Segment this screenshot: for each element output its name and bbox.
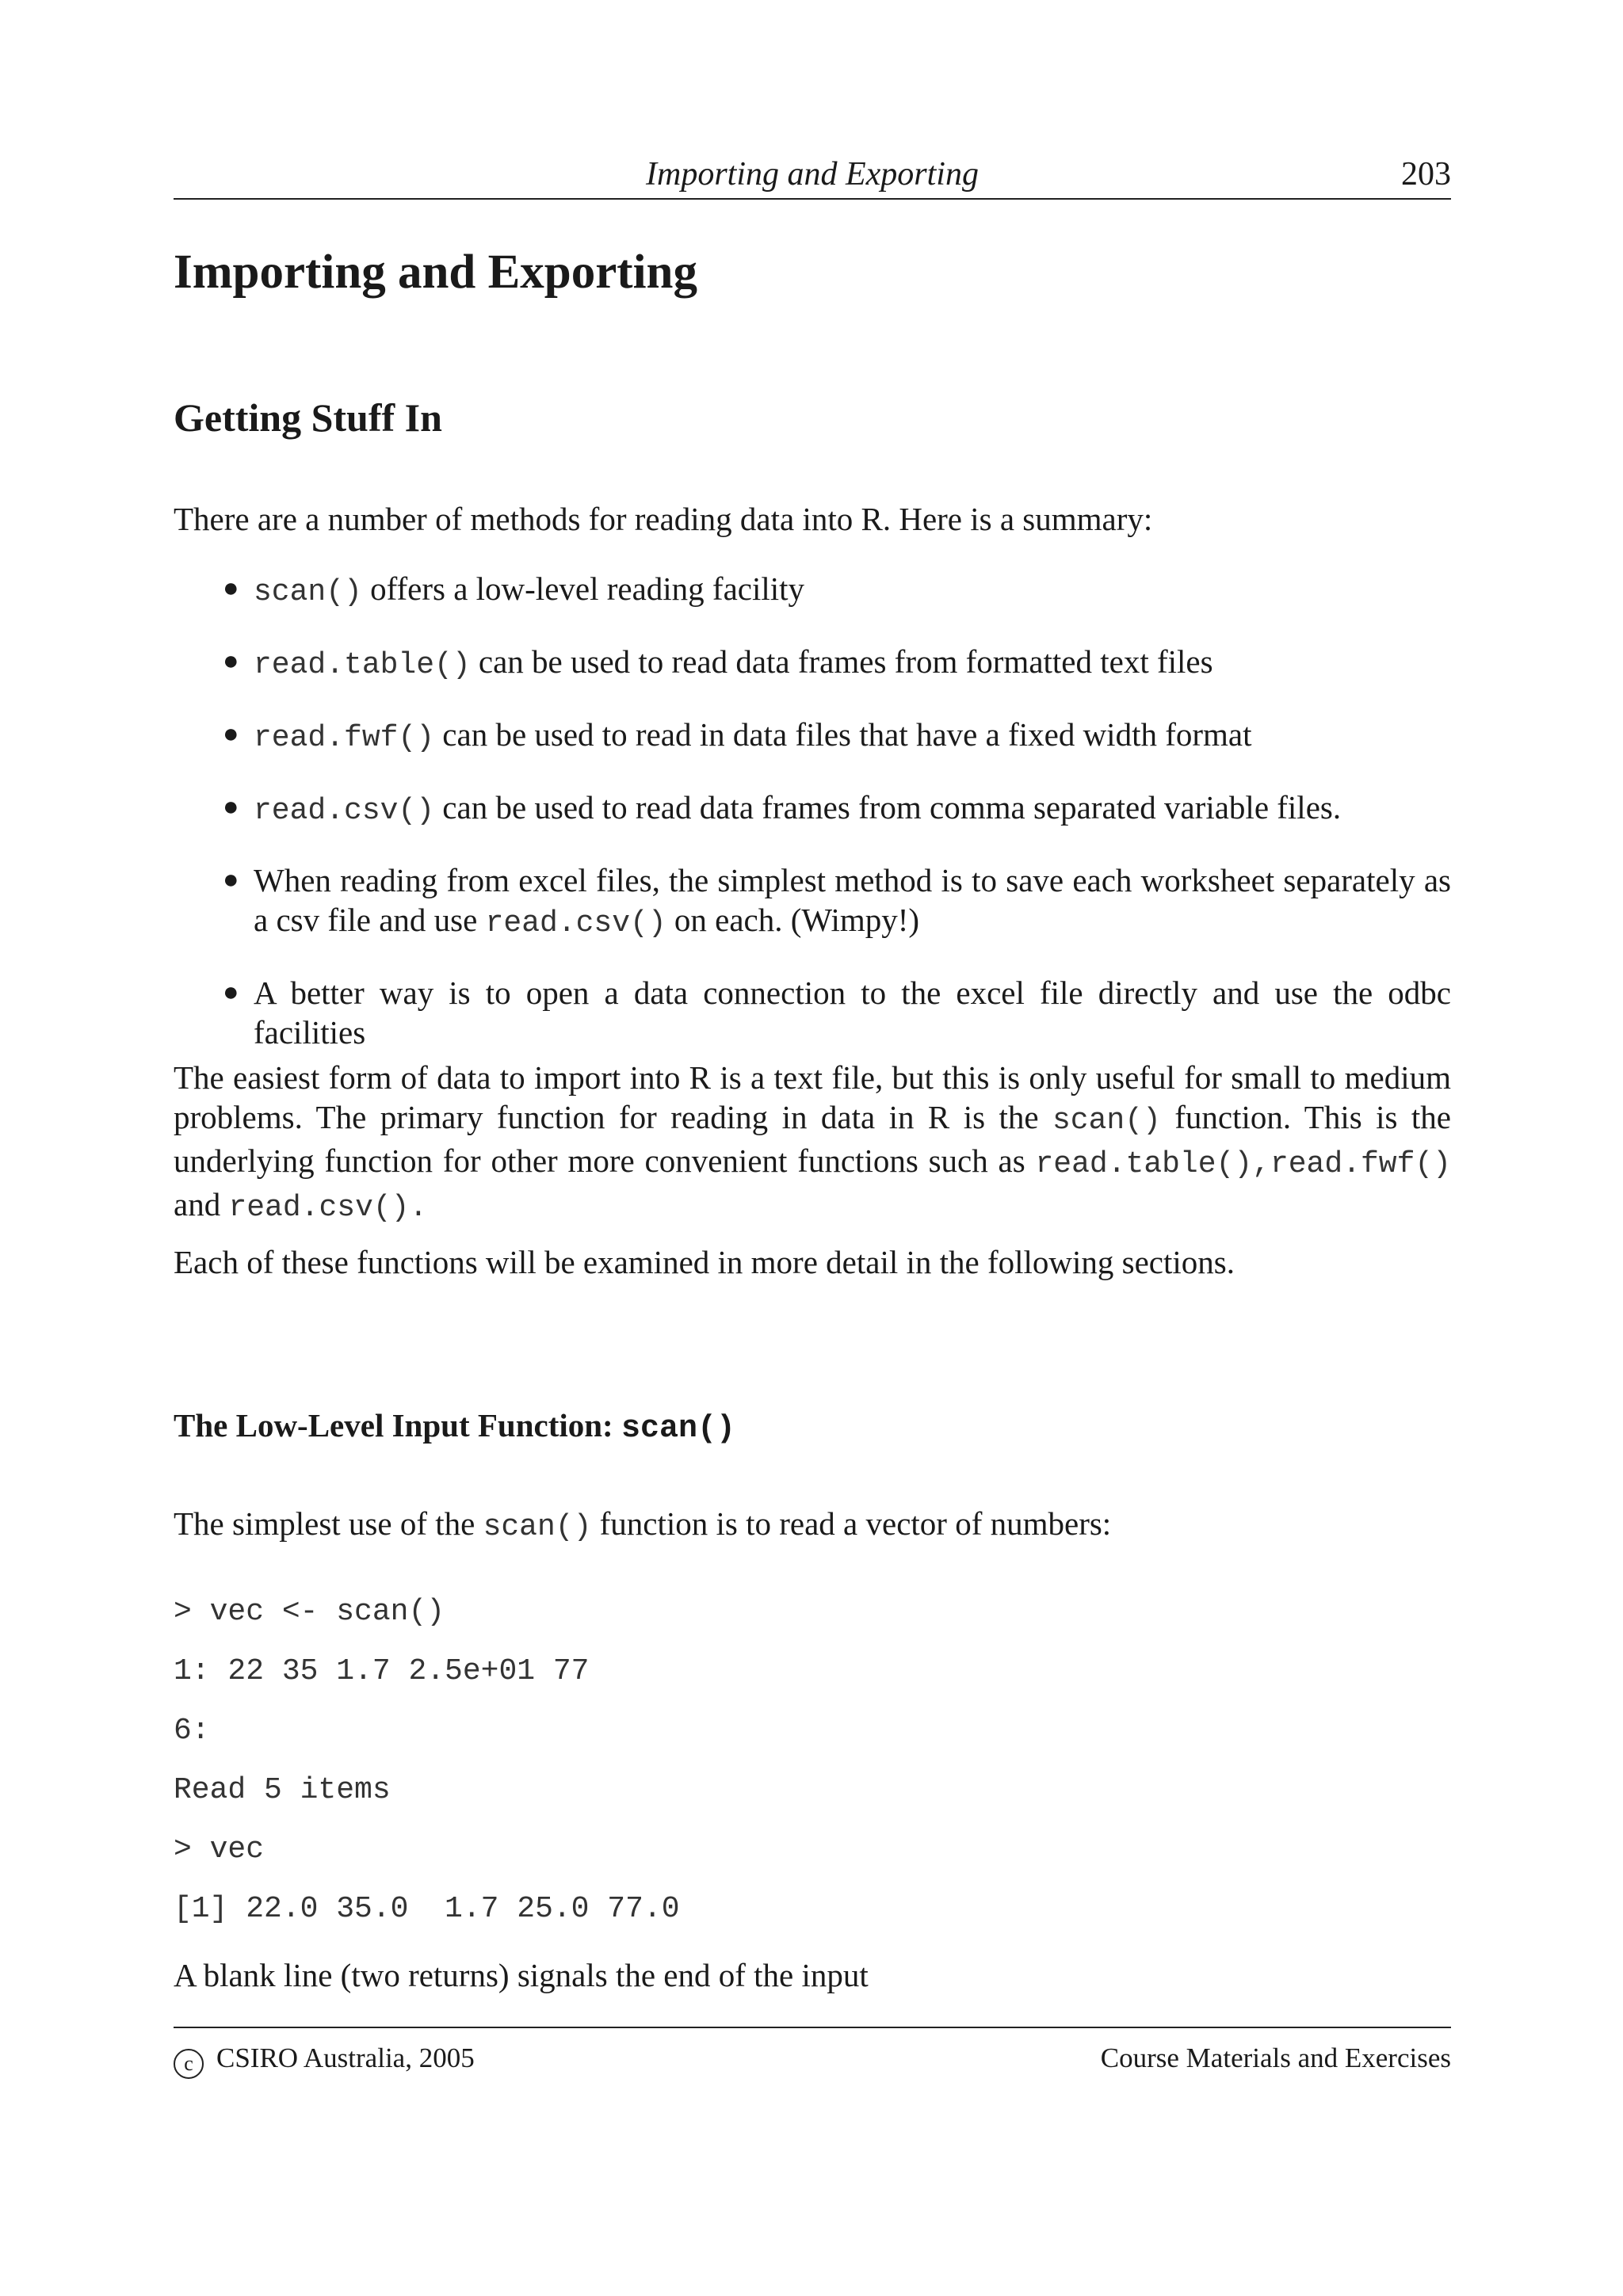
inline-code: scan() — [483, 1510, 592, 1544]
course-title: Course Materials and Exercises — [1100, 2042, 1451, 2073]
description-paragraph — [174, 1058, 1451, 1228]
list-item — [174, 715, 1451, 758]
list-item-text: on each. (Wimpy!) — [666, 902, 920, 938]
bullet-icon: ● — [223, 646, 239, 676]
copyright-text: CSIRO Australia, 2005 — [216, 2042, 475, 2073]
paragraph-text: and — [174, 1186, 229, 1222]
followup-paragraph: Each of these functions will be examined in more detail in the following sections. — [174, 1244, 1235, 1280]
list-item-text: can be used to read in data files that have a fixed width format — [434, 716, 1252, 753]
chapter-title: Importing and Exporting — [174, 246, 697, 299]
code-line: Read 5 items — [174, 1773, 391, 1807]
code-line: [1] 22.0 35.0 1.7 25.0 77.0 — [174, 1892, 680, 1926]
closing-paragraph: A blank line (two returns) signals the end of the input — [174, 1957, 869, 1993]
running-header — [174, 149, 1451, 200]
list-item-text: can be used to read data frames from formatted text files — [470, 643, 1213, 680]
list-item-text: A better way is to open a data connection to the excel file directly and use the odbc facilities — [254, 974, 1451, 1051]
code-line: > vec — [174, 1833, 265, 1867]
bullet-icon: ● — [223, 574, 239, 603]
paragraph-text: The simplest use of the — [174, 1505, 483, 1542]
bullet-icon: ● — [223, 978, 239, 1007]
paragraph-text: function. This is the underlying function for other more convenient functions such as — [174, 1099, 1451, 1179]
subsection-title — [174, 1406, 735, 1448]
copyright-icon: c — [174, 2049, 204, 2079]
copyright — [174, 2042, 475, 2079]
list-item-text: can be used to read data frames from comma separated variable files. — [434, 789, 1342, 826]
intro-paragraph: There are a number of methods for reading data into R. Here is a summary: — [174, 501, 1153, 537]
bullet-icon: ● — [223, 865, 239, 894]
page-number: 203 — [1401, 156, 1451, 193]
subsection-title-code: scan() — [621, 1411, 735, 1447]
inline-code: read.table(),read.fwf() — [1035, 1147, 1451, 1181]
code-line: 6: — [174, 1714, 210, 1748]
inline-code: read.fwf() — [254, 721, 435, 755]
code-line: 1: 22 35 1.7 2.5e+01 77 — [174, 1654, 590, 1688]
list-item — [174, 569, 1451, 612]
running-title: Importing and Exporting — [646, 156, 979, 193]
inline-code: read.csv() — [254, 794, 435, 828]
code-line: > vec <- scan() — [174, 1595, 445, 1629]
list-item — [174, 860, 1451, 944]
subsection-title-text: The Low-Level Input Function: — [174, 1407, 621, 1444]
list-item — [174, 788, 1451, 831]
list-item — [174, 642, 1451, 685]
paragraph-text: function is to read a vector of numbers: — [591, 1505, 1112, 1542]
bullet-icon: ● — [223, 792, 239, 822]
list-item-text: When reading from excel files, the simplest method is to save each worksheet separately as a csv file and use — [254, 862, 1451, 938]
inline-code: read.csv() — [485, 906, 666, 940]
scan-intro-paragraph — [174, 1504, 1451, 1547]
inline-code: scan() — [254, 575, 362, 609]
method-list — [174, 569, 1451, 1081]
list-item-text: offers a low-level reading facility — [361, 570, 805, 607]
inline-code: scan() — [1052, 1104, 1161, 1138]
list-item — [174, 973, 1451, 1052]
section-title: Getting Stuff In — [174, 395, 442, 440]
page-footer — [174, 2027, 1451, 2076]
bullet-icon: ● — [223, 719, 239, 749]
paragraph-text: The easiest form of data to import into R is a text file, but this is only useful for small to medium problems. The primary function for reading in data in R is the — [174, 1059, 1451, 1135]
inline-code: read.csv(). — [228, 1191, 428, 1225]
inline-code: read.table() — [254, 648, 471, 682]
